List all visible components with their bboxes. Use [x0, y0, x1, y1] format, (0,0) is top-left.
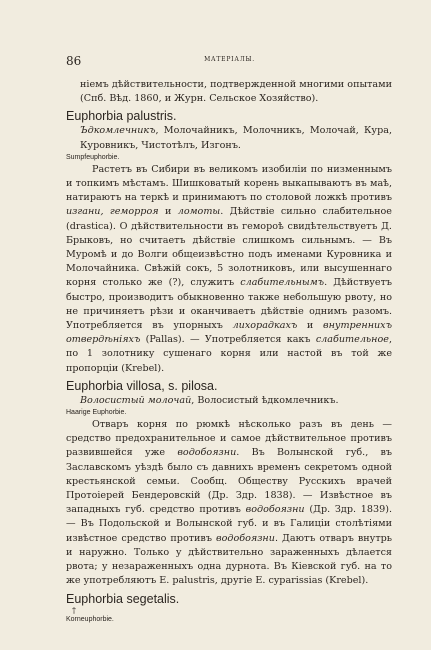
paragraph: Отваръ корня по рюмкѣ нѣсколько разъ въ день — средство предохранительное и самое дѣйствительное противъ развившейся уже водобоязни. Въ Волынской губ., въ Заславскомъ уѣздѣ было съ давнихъ временъ секретомъ одной крестьянской семьи. Сообщ. Обществу Русскихъ врачей Протоіерей Бендеровскій (Др. Здр. 1838). — Извѣстное въ западныхъ губ. средство противъ водобоязни (Др. Здр. 1839). — Въ Подольской и Волынской губ. и въ Галиціи столѣтіями извѣстное средство противъ водобоязни. Даютъ отваръ внутрь и наружно. Только у дѣйствительно зараженныхъ дѣлается рвота; у незараженныхъ одна дурнота. Въ Кіевской губ. на то же употребляютъ E. palustris, другіе E. cyparissias (Krebel). — [66, 419, 393, 587]
paragraph: Ъдкомлечникъ, Молочайникъ, Молочникъ, Молочай, Кура, Куровникъ, Чистотѣлъ, Изгонъ. — [80, 125, 392, 151]
page-header — [66, 54, 393, 70]
german-name: Korneuphorbie. — [66, 615, 114, 623]
german-name: Haarige Euphorbie. — [66, 409, 127, 417]
german-name: Sumpfeuphorbie. — [66, 153, 120, 161]
running-title: МАТЕРІАЛЫ. — [204, 56, 255, 63]
species-heading: Euphorbia segetalis. — [66, 591, 180, 606]
page-number: 86 — [66, 54, 82, 68]
species-heading: Euphorbia villosa, s. pilosa. — [66, 378, 218, 393]
paragraph: Растетъ въ Сибири въ великомъ изобиліи по низменнымъ и топкимъ мѣстамъ. Шишковатый корень выкапываютъ въ маѣ, натираютъ на теркѣ и принимаютъ по столовой ложкѣ противъ изгани, геморроя и ломоты. Дѣйствіе сильно слабительное (drastica). О дѣйствительности въ гемороѣ свидѣтельствуетъ Д. Брыковъ, но считаетъ дѣйствіе слишкомъ сильнымъ. — Въ Муромѣ и до Волги общеизвѣстно подъ именами Куровника и Молочайника. Свѣжій сокъ, 5 золотниковъ, или высушеннаго корня столько же (?), служитъ слабительнымъ. Дѣйствуетъ быстро, производитъ обыкновенно также небольшую рвоту, но не причиняетъ рѣзи и оканчиваетъ дѣйствіе однимъ разомъ. Употребляется въ упорныхъ лихорадкахъ и внутреннихъ отвердѣніяхъ (Pallas). — Употребляется какъ слабительное, по 1 золотнику сушенаго корня или настой въ той же пропорціи (Krebel). — [66, 163, 392, 374]
paragraph: Волосистый молочай, Волосистый ѣдкомлечникъ. — [80, 394, 339, 406]
paragraph: ніемъ дѣйствительности, подтвержденной многими опытами (Спб. Вѣд. 1860, и Журн. Сельское Хозяйство). — [80, 79, 392, 105]
dagger-mark: † — [72, 605, 76, 615]
species-heading: Euphorbia palustris. — [66, 109, 177, 124]
page-body — [66, 78, 392, 625]
